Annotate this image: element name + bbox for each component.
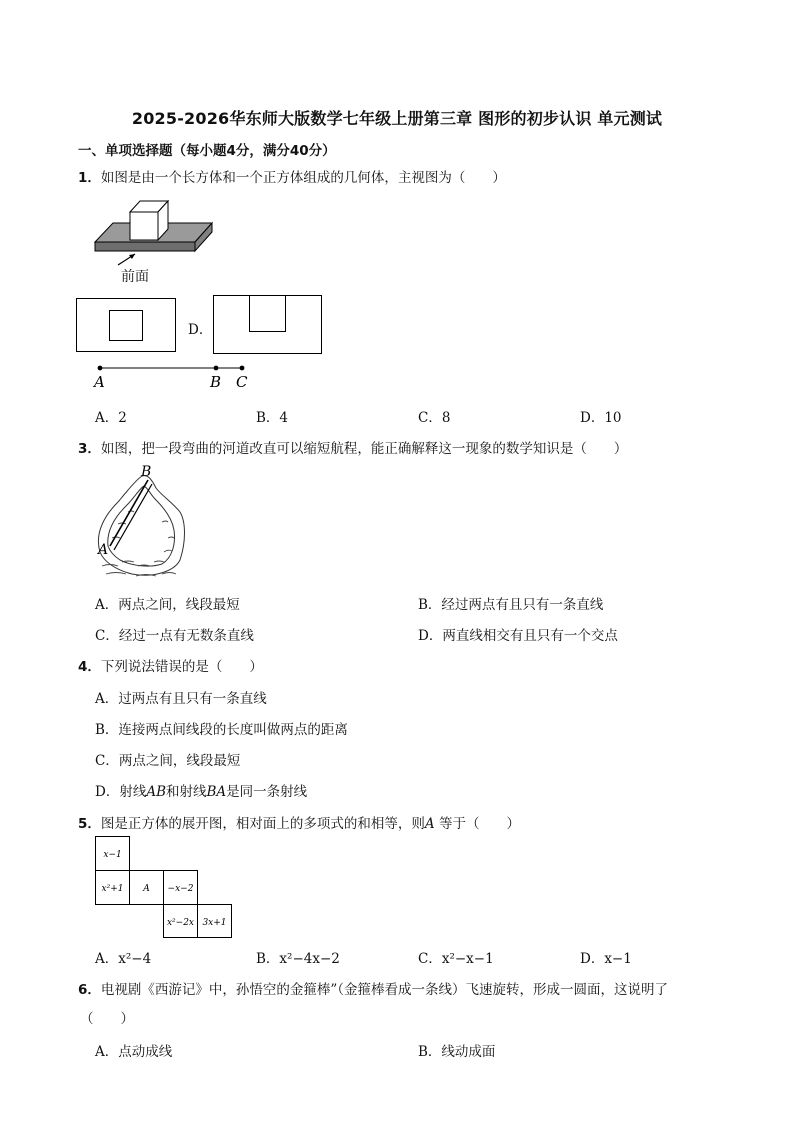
q5-option-c: C．x²−x−1 (418, 951, 494, 967)
q3-option-c: C．经过一点有无数条直线 (95, 628, 254, 644)
q1-option-c-view (76, 298, 176, 352)
river-point-b: B (141, 464, 152, 480)
q2-option-c: C．8 (418, 410, 451, 426)
q4-option-d-text: 是同一条射线 (226, 784, 308, 800)
q4-option-d-text: 和射线 (166, 784, 207, 800)
ray-ba: BA (206, 784, 227, 800)
q4-option-b: B．连接两点间线段的长度叫做两点的距离 (95, 722, 348, 738)
q3-option-b: B．经过两点有且只有一条直线 (418, 597, 604, 613)
q1-solid-figure (90, 195, 220, 290)
page-title: 2025-2026华东师大版数学七年级上册第三章 图形的初步认识 单元测试 (131, 109, 663, 128)
q2-option-a: A．2 (95, 410, 127, 426)
variable-a: A (424, 816, 435, 832)
q4-option-c: C．两点之间，线段最短 (95, 753, 241, 769)
net-cell: A (143, 884, 150, 894)
net-cell: x−1 (103, 850, 122, 860)
point-b (214, 366, 219, 371)
q4-option-d (95, 780, 307, 800)
q5-cube-net (95, 836, 235, 938)
q5-option-d: D．x−1 (580, 951, 632, 967)
question-number: 6． (78, 982, 101, 998)
question-6-continued: （ ） (80, 1011, 134, 1027)
question-text: 等于（ ） (434, 816, 520, 832)
q5-option-b: B．x²−4x−2 (256, 951, 340, 967)
question-1 (78, 166, 506, 186)
q5-option-a: A．x²−4 (95, 951, 152, 967)
q1-option-d-view (213, 295, 323, 355)
front-label: 前面 (121, 269, 149, 285)
net-cell: 3x+1 (202, 918, 227, 928)
point-b-label: B (210, 373, 222, 391)
question-text: 下列说法错误的是（ ） (100, 659, 263, 675)
net-cell: x²+1 (101, 884, 124, 894)
point-a (98, 366, 103, 371)
point-c (240, 366, 245, 371)
question-number: 4． (78, 659, 101, 675)
q4-option-d-text: D．射线 (95, 784, 147, 800)
river-point-a: A (98, 542, 109, 558)
question-3 (78, 437, 627, 457)
q3-river-figure (92, 462, 192, 582)
net-cell: −x−2 (167, 884, 194, 894)
q2-segment-figure (90, 360, 255, 392)
q3-option-a: A．两点之间，线段最短 (95, 597, 240, 613)
question-number: 3． (78, 441, 101, 457)
question-number: 5． (78, 816, 101, 832)
point-c-label: C (236, 373, 248, 391)
q4-option-a: A．过两点有且只有一条直线 (95, 691, 267, 707)
q2-option-d: D．10 (580, 410, 622, 426)
q2-option-b: B．4 (256, 410, 289, 426)
point-a-label: A (94, 373, 105, 391)
question-text: 如图，把一段弯曲的河道改直可以缩短航程，能正确解释这一现象的数学知识是（ ） (100, 441, 628, 457)
q6-option-a: A．点动成线 (95, 1044, 173, 1060)
question-5 (78, 812, 520, 832)
question-text: 图是正方体的展开图，相对面上的多项式的和相等，则 (100, 816, 425, 832)
ray-ab: AB (146, 784, 166, 800)
q6-option-b: B．线动成面 (418, 1044, 496, 1060)
q1-option-d-label: D． (188, 322, 213, 338)
net-cell: x²−2x (166, 918, 195, 928)
question-text: 如图是由一个长方体和一个正方体组成的几何体，主视图为（ ） (100, 170, 506, 186)
question-6 (78, 978, 668, 998)
q3-option-d: D．两直线相交有且只有一个交点 (418, 628, 618, 644)
section-heading: 一、单项选择题（每小题4分，满分40分） (78, 143, 336, 159)
question-number: 1． (78, 170, 101, 186)
question-text: 电视剧《西游记》中，孙悟空的金箍棒”（金箍棒看成一条线）飞速旋转，形成一圆面，这说明了 (100, 982, 669, 998)
question-4 (78, 655, 263, 675)
